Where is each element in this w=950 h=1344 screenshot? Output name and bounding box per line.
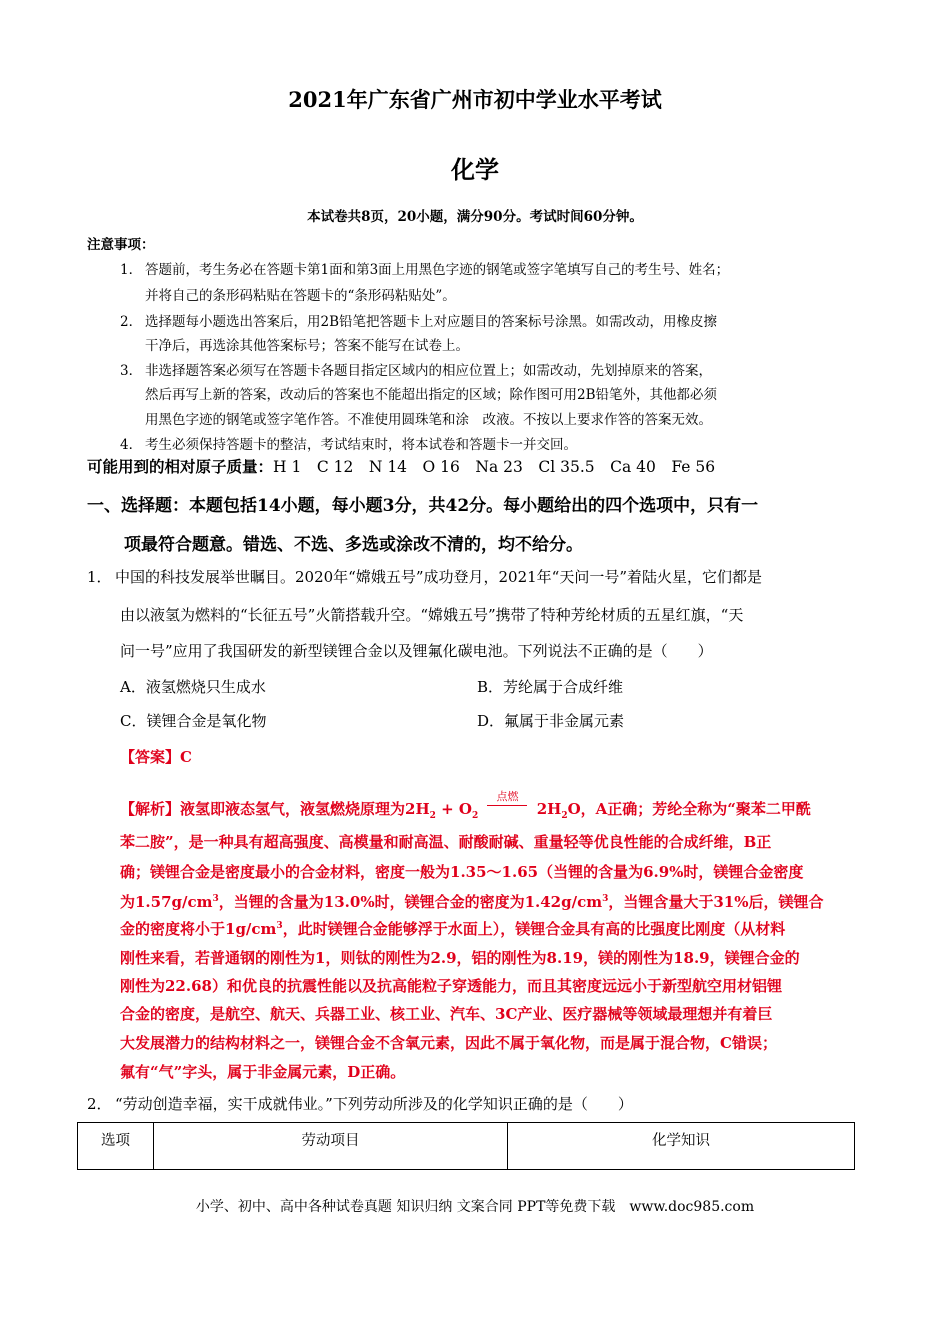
question-text: 由以液氢为燃料的“长征五号”火箭搭载升空。“嫦娥五号”携带了特种芳纶材质的五星红旗，“天 <box>120 606 744 624</box>
note-line: 然后再写上新的答案，改动后的答案也不能超出指定的区域；除作图可用2B铅笔外，其他都必须 <box>145 387 718 403</box>
analysis-text: 为1.57g/cm <box>120 893 213 911</box>
option-b: B．芳纶属于合成纤维 <box>477 678 624 696</box>
section-heading: 一、选择题：本题包括14小题，每小题3分，共42分。每小题给出的四个选项中，只有一 <box>87 496 759 516</box>
question-number: 2． <box>87 1095 112 1113</box>
subscript: 2 <box>561 811 568 821</box>
question-text: 中国的科技发展举世瞩目。2020年“嫦娥五号”成功登月，2021年“天问一号”着陆火星，它们都是 <box>115 568 763 586</box>
analysis-text: ，当锂的含量为13.0%时，镁锂合金的密度为1.42g/cm <box>218 893 603 911</box>
analysis-line: 刚性来看，若普通钢的刚性为1，则钛的刚性为2.9，铝的刚性为8.19，镁的刚性为18.9，镁锂合金的 <box>120 949 800 967</box>
analysis-text: 【解析】液氢即液态氢气，液氢燃烧原理为2H <box>120 800 430 818</box>
analysis-line: 苯二胺”，是一种具有超高强度、高模量和耐高温、耐酸耐碱、重量轻等优良性能的合成纤维，B正 <box>120 833 772 851</box>
analysis-line <box>120 891 823 912</box>
option-d: D．氟属于非金属元素 <box>477 712 625 730</box>
analysis-text: + O <box>435 800 472 818</box>
question-text: 问一号”应用了我国研发的新型镁锂合金以及锂氟化碳电池。下列说法不正确的是（ ） <box>120 642 713 660</box>
superscript: 3 <box>276 921 283 931</box>
reaction-arrow-line <box>487 805 527 806</box>
analysis-line <box>120 918 785 939</box>
analysis-line: 确；镁锂合金是密度最小的合金材料，密度一般为1.35～1.65（当锂的含量为6.9%时，镁锂合金密度 <box>120 863 804 881</box>
note-line: 干净后，再选涂其他答案标号；答案不能写在试卷上。 <box>145 338 469 354</box>
atomic-mass-line <box>87 455 715 477</box>
analysis-line: 合金的密度，是航空、航天、兵器工业、核工业、汽车、3C产业、医疗器械等领域最理想并有着巨 <box>120 1005 773 1023</box>
note-line: 答题前，考生务必在答题卡第1面和第3面上用黑色字迹的钢笔或签字笔填写自己的考生号、姓名； <box>145 262 730 278</box>
analysis-text: 2H <box>536 800 562 818</box>
analysis-text: 金的密度将小于1g/cm <box>120 920 277 938</box>
option-c: C．镁锂合金是氧化物 <box>120 712 267 730</box>
exam-info: 本试卷共8页，20小题，满分90分。考试时间60分钟。 <box>307 209 643 225</box>
analysis-line <box>120 790 811 821</box>
subscript: 2 <box>429 811 436 821</box>
note-line: 选择题每小题选出答案后，用2B铅笔把答题卡上对应题目的答案标号涂黑。如需改动，用橡皮擦 <box>145 314 718 330</box>
note-number: 1． <box>120 262 143 278</box>
note-line: 考生必须保持答题卡的整洁，考试结束时，将本试卷和答题卡一并交回。 <box>145 437 577 453</box>
note-line: 非选择题答案必须写在答题卡各题目指定区域内的相应位置上；如需改动，先划掉原来的答案， <box>145 363 712 379</box>
table-header-row <box>78 1123 855 1170</box>
options-table <box>77 1122 855 1170</box>
page-footer: 小学、初中、高中各种试卷真题 知识归纳 文案合同 PPT等免费下载 www.doc985.com <box>195 1199 755 1215</box>
table-header-cell: 劳动项目 <box>154 1123 508 1170</box>
option-a: A．液氢燃烧只生成水 <box>120 678 266 696</box>
condition-label: 点燃 <box>496 790 519 803</box>
subscript: 2 <box>471 811 479 821</box>
analysis-line: 刚性为22.68）和优良的抗震性能以及抗高能粒子穿透能力，而且其密度远远小于新型航空用材铝锂 <box>120 977 782 995</box>
answer-label: 【答案】C <box>120 748 192 766</box>
analysis-text: ，当锂含量大于31%后，镁锂合 <box>608 893 824 911</box>
analysis-line: 氟有“气”字头，属于非金属元素，D正确。 <box>120 1063 406 1081</box>
reaction-condition <box>483 790 531 818</box>
superscript: 3 <box>602 894 609 904</box>
subject-heading: 化学 <box>451 155 499 184</box>
table-header-cell: 化学知识 <box>508 1123 855 1170</box>
note-number: 2． <box>120 314 143 330</box>
analysis-text: ，此时镁锂合金能够浮于水面上），镁锂合金具有高的比强度比刚度（从材料 <box>282 920 786 938</box>
analysis-line: 大发展潜力的结构材料之一，镁锂合金不含氧元素，因此不属于氧化物，而是属于混合物，C错误； <box>120 1034 777 1052</box>
note-line: 并将自己的条形码粘贴在答题卡的“条形码粘贴处”。 <box>145 288 456 304</box>
superscript: 3 <box>212 894 219 904</box>
note-number: 3． <box>120 363 143 379</box>
note-line: 用黑色字迹的钢笔或签字笔作答。不准使用圆珠笔和涂 改液。不按以上要求作答的答案无效。 <box>145 412 712 428</box>
atomic-mass-values: H 1 C 12 N 14 O 16 Na 23 Cl 35.5 Ca 40 Fe 56 <box>273 458 716 476</box>
notes-heading: 注意事项： <box>87 237 155 253</box>
analysis-text: O，A正确；芳纶全称为“聚苯二甲酰 <box>567 800 811 818</box>
question-text: “劳动创造幸福，实干成就伟业。”下列劳动所涉及的化学知识正确的是（ ） <box>115 1095 633 1113</box>
note-number: 4． <box>120 437 143 453</box>
table-header-cell: 选项 <box>78 1123 154 1170</box>
question-number: 1． <box>87 568 112 586</box>
atomic-mass-label: 可能用到的相对原子质量： <box>87 457 274 476</box>
section-heading-cont: 项最符合题意。错选、不选、多选或涂改不清的，均不给分。 <box>124 535 583 555</box>
page-title: 2021年广东省广州市初中学业水平考试 <box>288 87 662 112</box>
